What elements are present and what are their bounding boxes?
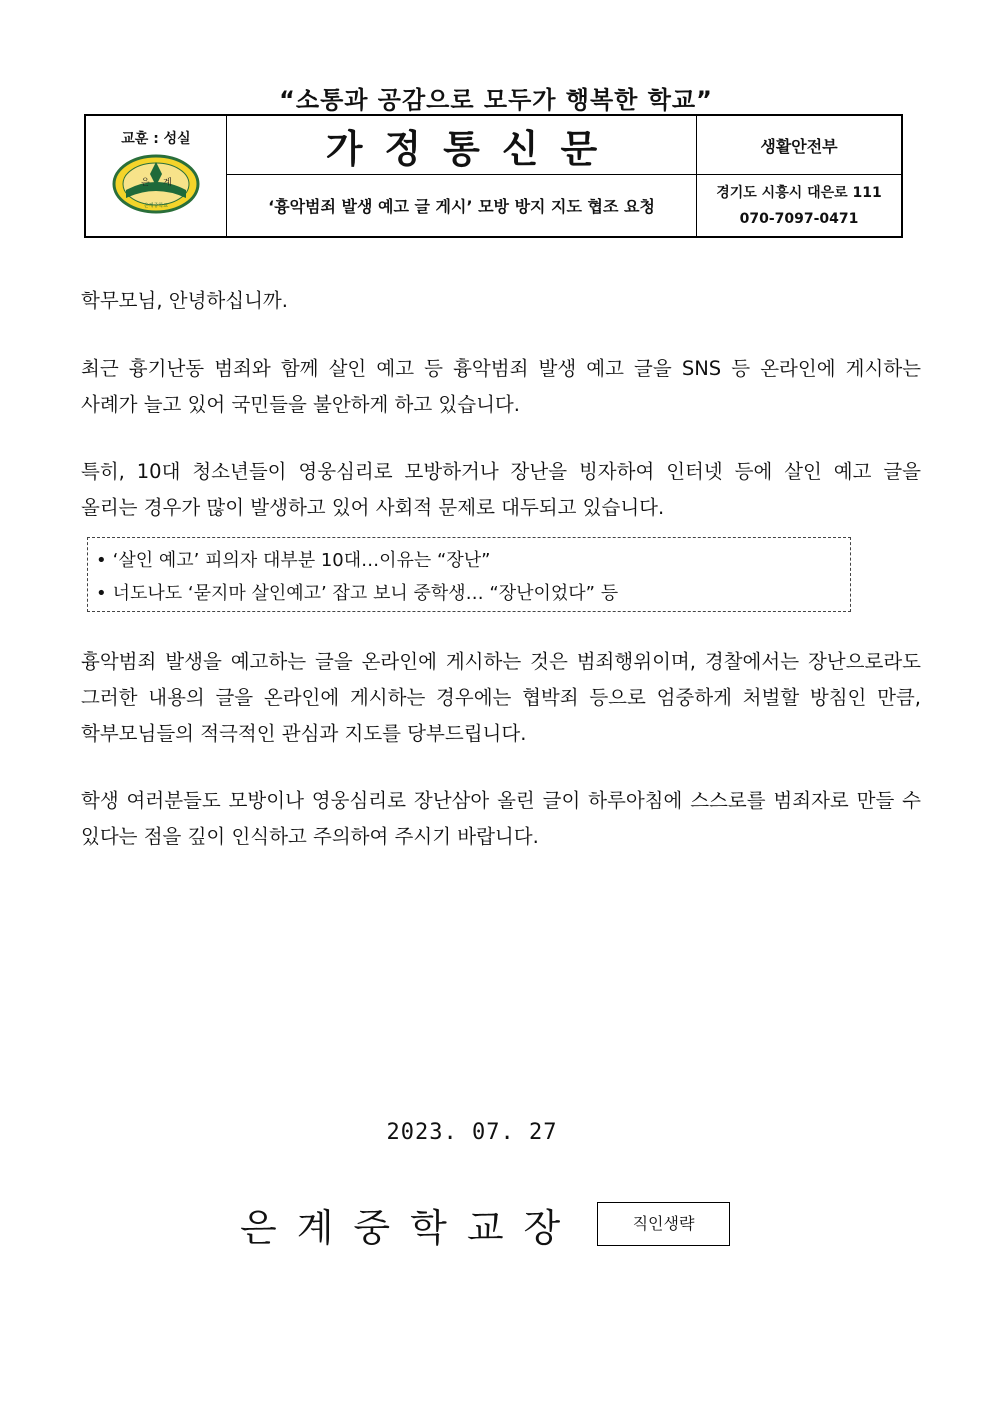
paragraph-2: 특히, 10대 청소년들이 영웅심리로 모방하거나 장난을 빙자하여 인터넷 등에 살인 예고 글을 올리는 경우가 많이 발생하고 있어 사회적 문제로 대두되고 있습니다.	[81, 460, 921, 519]
emblem-bottom-text: 은계중학교	[143, 203, 169, 209]
news-item-text: 너도나도 ‘묻지마 살인예고’ 잡고 보니 중학생… “장난이었다” 등	[112, 583, 619, 604]
emblem-left-char: 은	[141, 178, 150, 188]
school-address: 경기도 시흥시 대은로 111	[716, 184, 882, 201]
department-name: 생활안전부	[697, 115, 903, 175]
emblem-right-char: 계	[163, 178, 172, 188]
contact-info	[697, 175, 903, 238]
news-item-text: ‘살인 예고’ 피의자 대부분 10대…이유는 “장난”	[112, 550, 491, 571]
seal-omitted-box: 직인생략	[597, 1202, 730, 1246]
principal-signature: 은계중학교장	[240, 1206, 581, 1250]
document-subject: ‘흉악범죄 발생 예고 글 게시’ 모방 방지 지도 협조 요청	[227, 175, 697, 238]
news-headlines-box	[87, 537, 851, 612]
document-title: 가정통신문	[227, 115, 697, 175]
issue-date: 2023. 07. 27	[386, 1120, 558, 1145]
news-item	[96, 544, 850, 577]
bullet-icon: •	[96, 550, 107, 571]
letter-header	[84, 114, 903, 238]
school-slogan: “소통과 공감으로 모두가 행복한 학교”	[279, 86, 713, 114]
greeting: 학무모님, 안녕하십니까.	[81, 289, 288, 312]
school-motto: 교훈 : 성실	[121, 131, 191, 147]
paragraph-1: 최근 흉기난동 범죄와 함께 살인 예고 등 흉악범죄 발생 예고 글을 SNS 등 온라인에 게시하는 사례가 늘고 있어 국민들을 불안하게 하고 있습니다.	[81, 357, 921, 416]
school-phone: 070-7097-0471	[739, 210, 859, 227]
paragraph-3: 흉악범죄 발생을 예고하는 글을 온라인에 게시하는 것은 범죄행위이며, 경찰에서는 장난으로라도 그러한 내용의 글을 온라인에 게시하는 경우에는 협박죄 등으로 엄중하게 처벌할 방침인 만큼, 학부모님들의 적극적인 관심과 지도를 당부드립니다.	[81, 650, 921, 745]
logo-cell	[85, 115, 227, 237]
school-emblem-icon	[112, 154, 200, 214]
paragraph-4: 학생 여러분들도 모방이나 영웅심리로 장난삼아 올린 글이 하루아침에 스스로를 범죄자로 만들 수 있다는 점을 깊이 인식하고 주의하여 주시기 바랍니다.	[81, 789, 921, 848]
news-item	[96, 577, 850, 610]
bullet-icon: •	[96, 583, 107, 604]
